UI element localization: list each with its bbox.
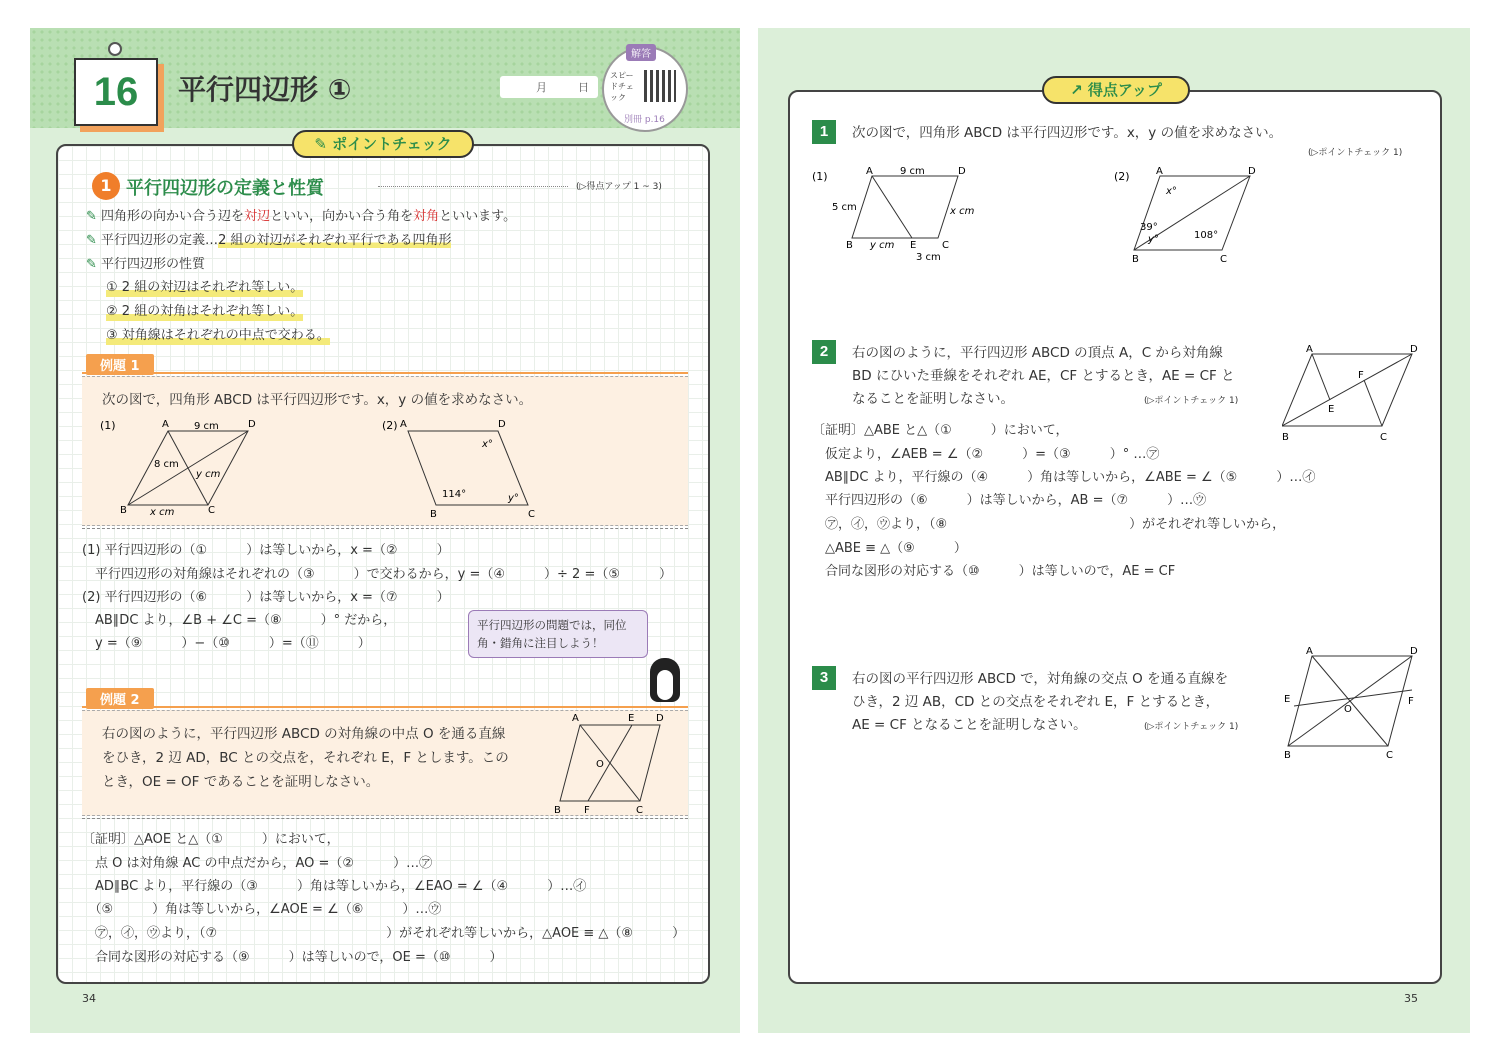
question-2-text: なることを証明しなさい。 bbox=[852, 391, 1014, 407]
question-number: 1 bbox=[812, 120, 836, 144]
svg-text:C: C bbox=[942, 240, 949, 251]
point-check-card bbox=[56, 144, 710, 984]
svg-text:B: B bbox=[120, 505, 127, 516]
answer-line[interactable]: AB∥DC より，∠B + ∠C =（⑧ ）° だから， bbox=[82, 613, 397, 628]
right-page bbox=[758, 28, 1470, 1033]
question-3-text: ひき，2 辺 AB，CD との交点をそれぞれ E，F とするとき， bbox=[852, 694, 1220, 710]
svg-text:C: C bbox=[208, 505, 215, 516]
len-y: y cm bbox=[870, 240, 895, 251]
svg-text:D: D bbox=[248, 419, 256, 430]
question-2-text: BD にひいた垂線をそれぞれ AE，CF とするとき，AE = CF と bbox=[852, 368, 1235, 384]
page-number-left: 34 bbox=[82, 992, 96, 1005]
score-up-pill: ↗ 得点アップ bbox=[1042, 76, 1190, 104]
len-ad: 9 cm bbox=[194, 421, 219, 432]
angle-108: 108° bbox=[1194, 230, 1219, 241]
question-2-figure bbox=[1282, 342, 1422, 446]
example-1-figures bbox=[98, 413, 688, 523]
question-ref[interactable]: (▷ポイントチェック 1) bbox=[1308, 148, 1403, 158]
angle-x: x° bbox=[482, 439, 493, 450]
answer-line[interactable]: (2) 平行四辺形の（⑥ ）は等しいから，x =（⑦ ） bbox=[82, 590, 450, 605]
answer-line[interactable]: (1) 平行四辺形の（① ）は等しいから，x =（② ） bbox=[82, 543, 450, 558]
proof-line[interactable]: 平行四辺形の（⑥ ）は等しいから，AB =（⑦ ）…㋒ bbox=[812, 493, 1207, 508]
svg-text:A: A bbox=[400, 419, 407, 430]
svg-text:C: C bbox=[528, 509, 535, 520]
svg-text:D: D bbox=[958, 166, 966, 177]
question-1-text: 次の図で，四角形 ABCD は平行四辺形です。x，y の値を求めなさい。 bbox=[852, 125, 1283, 141]
svg-text:B: B bbox=[554, 805, 561, 815]
proof-line[interactable]: 合同な図形の対応する（⑨ ）は等しいので，OE =（⑩ ） bbox=[82, 950, 503, 965]
len-x: x cm bbox=[950, 206, 975, 217]
len-y: y cm bbox=[196, 469, 221, 480]
answer-line[interactable]: y =（⑨ ）−（⑩ ）=（⑪ ） bbox=[82, 636, 371, 651]
proof-line[interactable]: 合同な図形の対応する（⑩ ）は等しいので，AE = CF bbox=[812, 564, 1176, 579]
qr-badge[interactable] bbox=[602, 46, 688, 132]
penguin-icon bbox=[650, 658, 680, 702]
chart-up-icon: ↗ bbox=[1070, 81, 1088, 99]
page-number-right: 35 bbox=[1404, 992, 1418, 1005]
svg-text:A: A bbox=[1306, 646, 1313, 657]
svg-text:B: B bbox=[1132, 254, 1139, 264]
answer-line[interactable]: 平行四辺形の対角線はそれぞれの（③ ）で交わるから，y =（④ ）÷ 2 =（⑤ ） bbox=[82, 567, 673, 582]
proof-line[interactable]: 点 O は対角線 AC の中点だから，AO =（② ）…㋐ bbox=[82, 856, 433, 871]
example-2-question-line: 右の図のように，平行四辺形 ABCD の対角線の中点 O を通る直線 bbox=[102, 726, 506, 742]
left-page bbox=[30, 28, 740, 1033]
example-2-question-line: をひき，2 辺 AD，BC との交点を，それぞれ E，F とします。この bbox=[102, 750, 509, 766]
svg-text:D: D bbox=[656, 713, 664, 724]
len-ao: 8 cm bbox=[154, 459, 179, 470]
question-ref[interactable]: (▷ポイントチェック 1) bbox=[1144, 396, 1239, 406]
property-2: ② 2 組の対角はそれぞれ等しい。 bbox=[106, 304, 304, 319]
day-label: 日 bbox=[578, 81, 589, 94]
angle-b: 114° bbox=[442, 489, 467, 500]
property-3: ③ 対角線はそれぞれの中点で交わる。 bbox=[106, 328, 330, 343]
proof-line[interactable]: AB∥DC より，平行線の（④ ）角は等しいから，∠ABE = ∠（⑤ ）…㋑ bbox=[812, 470, 1316, 485]
fig-label: (1) bbox=[812, 170, 828, 183]
fig-label: (1) bbox=[100, 419, 116, 432]
point-check-pill: ✎ ポイントチェック bbox=[292, 130, 474, 158]
angle-y: y° bbox=[1148, 234, 1159, 245]
pin-icon: ✎ bbox=[86, 209, 97, 224]
section-number: 1 bbox=[92, 172, 120, 200]
section-title: 平行四辺形の定義と性質 bbox=[126, 178, 324, 199]
example-2-question-line: とき，OE = OF であることを証明しなさい。 bbox=[102, 774, 380, 790]
question-number: 2 bbox=[812, 340, 836, 364]
svg-text:O: O bbox=[596, 759, 604, 770]
question-3-figure bbox=[1282, 644, 1422, 762]
angle-x: x° bbox=[1166, 186, 1177, 197]
bullet-1: ✎ 四角形の向かい合う辺を対辺といい，向かい合う角を対角といいます。 bbox=[86, 209, 517, 224]
proof-line[interactable]: AD∥BC より，平行線の（③ ）角は等しいから，∠EAO = ∠（④ ）…㋑ bbox=[82, 879, 587, 894]
svg-text:E: E bbox=[1284, 694, 1291, 705]
svg-text:F: F bbox=[1408, 696, 1414, 707]
question-number: 3 bbox=[812, 666, 836, 690]
svg-text:D: D bbox=[1410, 344, 1418, 355]
qr-code-icon bbox=[644, 70, 676, 102]
svg-text:C: C bbox=[1380, 432, 1387, 443]
angle-39: 39° bbox=[1140, 222, 1158, 233]
pin-icon: ✎ bbox=[314, 135, 333, 153]
question-ref[interactable]: (▷ポイントチェック 1) bbox=[1144, 722, 1239, 732]
property-1: ① 2 組の対辺はそれぞれ等しい。 bbox=[106, 280, 304, 295]
example-2-box bbox=[82, 710, 688, 816]
bessatsu-ref: 別冊 p.16 bbox=[624, 115, 665, 125]
svg-text:C: C bbox=[1386, 750, 1393, 761]
proof-line[interactable]: 仮定より，∠AEB = ∠（② ）=（③ ）° …㋐ bbox=[812, 447, 1160, 462]
question-3-text: AE = CF となることを証明しなさい。 bbox=[852, 717, 1087, 733]
svg-text:B: B bbox=[430, 509, 437, 520]
bullet-3: ✎ 平行四辺形の性質 bbox=[86, 257, 206, 272]
question-3-text: 右の図の平行四辺形 ABCD で，対角線の交点 O を通る直線を bbox=[852, 671, 1229, 687]
clip-icon bbox=[108, 42, 122, 56]
svg-text:B: B bbox=[846, 240, 853, 251]
bullet-2: ✎ 平行四辺形の定義…2 組の対辺がそれぞれ平行である四角形 bbox=[86, 233, 452, 248]
len-x: x cm bbox=[150, 507, 175, 518]
page-title: 平行四辺形 ① bbox=[178, 73, 352, 106]
example-1-box bbox=[82, 376, 688, 526]
svg-text:B: B bbox=[1284, 750, 1291, 761]
len-ec: 3 cm bbox=[916, 252, 941, 263]
pin-icon: ✎ bbox=[86, 257, 97, 272]
section-ref[interactable]: (▷得点アップ 1 ~ 3) bbox=[576, 182, 662, 192]
proof-line[interactable]: 〔証明〕△AOE と△（① ）において， bbox=[82, 832, 340, 847]
svg-text:A: A bbox=[162, 419, 169, 430]
svg-text:E: E bbox=[1328, 404, 1335, 415]
pin-icon: ✎ bbox=[86, 233, 97, 248]
answer-badge: 解答 bbox=[626, 44, 656, 61]
question-2-text: 右の図のように，平行四辺形 ABCD の頂点 A，C から対角線 bbox=[852, 345, 1223, 361]
svg-text:D: D bbox=[1410, 646, 1418, 657]
svg-text:C: C bbox=[1220, 254, 1227, 264]
score-up-card bbox=[788, 90, 1442, 984]
example-2-figure bbox=[552, 711, 688, 815]
month-label: 月 bbox=[536, 81, 547, 94]
proof-line[interactable]: 〔証明〕△ABE と△（① ）において， bbox=[812, 423, 1069, 438]
proof-line[interactable]: ㋐，㋑，㋒より，（⑦ ）がそれぞれ等しいから，△AOE ≡ △（⑧ ） bbox=[82, 926, 686, 941]
speed-check-label: スピードチェック bbox=[610, 71, 634, 102]
svg-text:C: C bbox=[636, 805, 643, 815]
svg-text:E: E bbox=[628, 713, 635, 724]
svg-text:O: O bbox=[1344, 704, 1352, 715]
example-1-question: 次の図で，四角形 ABCD は平行四辺形です。x，y の値を求めなさい。 bbox=[102, 392, 533, 408]
proof-line[interactable]: △ABE ≡ △（⑨ ） bbox=[812, 541, 967, 556]
svg-text:A: A bbox=[1156, 166, 1163, 177]
svg-text:D: D bbox=[1248, 166, 1256, 177]
angle-y: y° bbox=[508, 493, 519, 504]
svg-text:F: F bbox=[1358, 370, 1364, 381]
len-ab: 5 cm bbox=[832, 202, 857, 213]
leader-dots bbox=[378, 186, 568, 187]
example-2-label: 例題 2 bbox=[86, 688, 154, 709]
svg-text:A: A bbox=[1306, 344, 1313, 355]
question-1-figures bbox=[810, 164, 1410, 264]
svg-text:F: F bbox=[584, 805, 590, 815]
example-1-label: 例題 1 bbox=[86, 354, 154, 375]
svg-text:E: E bbox=[910, 240, 917, 251]
divider bbox=[82, 372, 688, 374]
lesson-number: 16 bbox=[74, 58, 158, 126]
date-box[interactable] bbox=[500, 76, 598, 98]
svg-text:A: A bbox=[866, 166, 873, 177]
fig-label: (2) bbox=[1114, 170, 1130, 183]
tip-speech-bubble: 平行四辺形の問題では，同位角・錯角に注目しよう！ bbox=[468, 610, 648, 658]
proof-line[interactable]: ㋐，㋑，㋒より，（⑧ ）がそれぞれ等しいから， bbox=[812, 517, 1286, 532]
svg-text:A: A bbox=[572, 713, 579, 724]
svg-text:B: B bbox=[1282, 432, 1289, 443]
fig-label: (2) bbox=[382, 419, 398, 432]
len-ad: 9 cm bbox=[900, 166, 925, 177]
svg-text:D: D bbox=[498, 419, 506, 430]
proof-line[interactable]: （⑤ ）角は等しいから，∠AOE = ∠（⑥ ）…㋒ bbox=[82, 902, 442, 917]
